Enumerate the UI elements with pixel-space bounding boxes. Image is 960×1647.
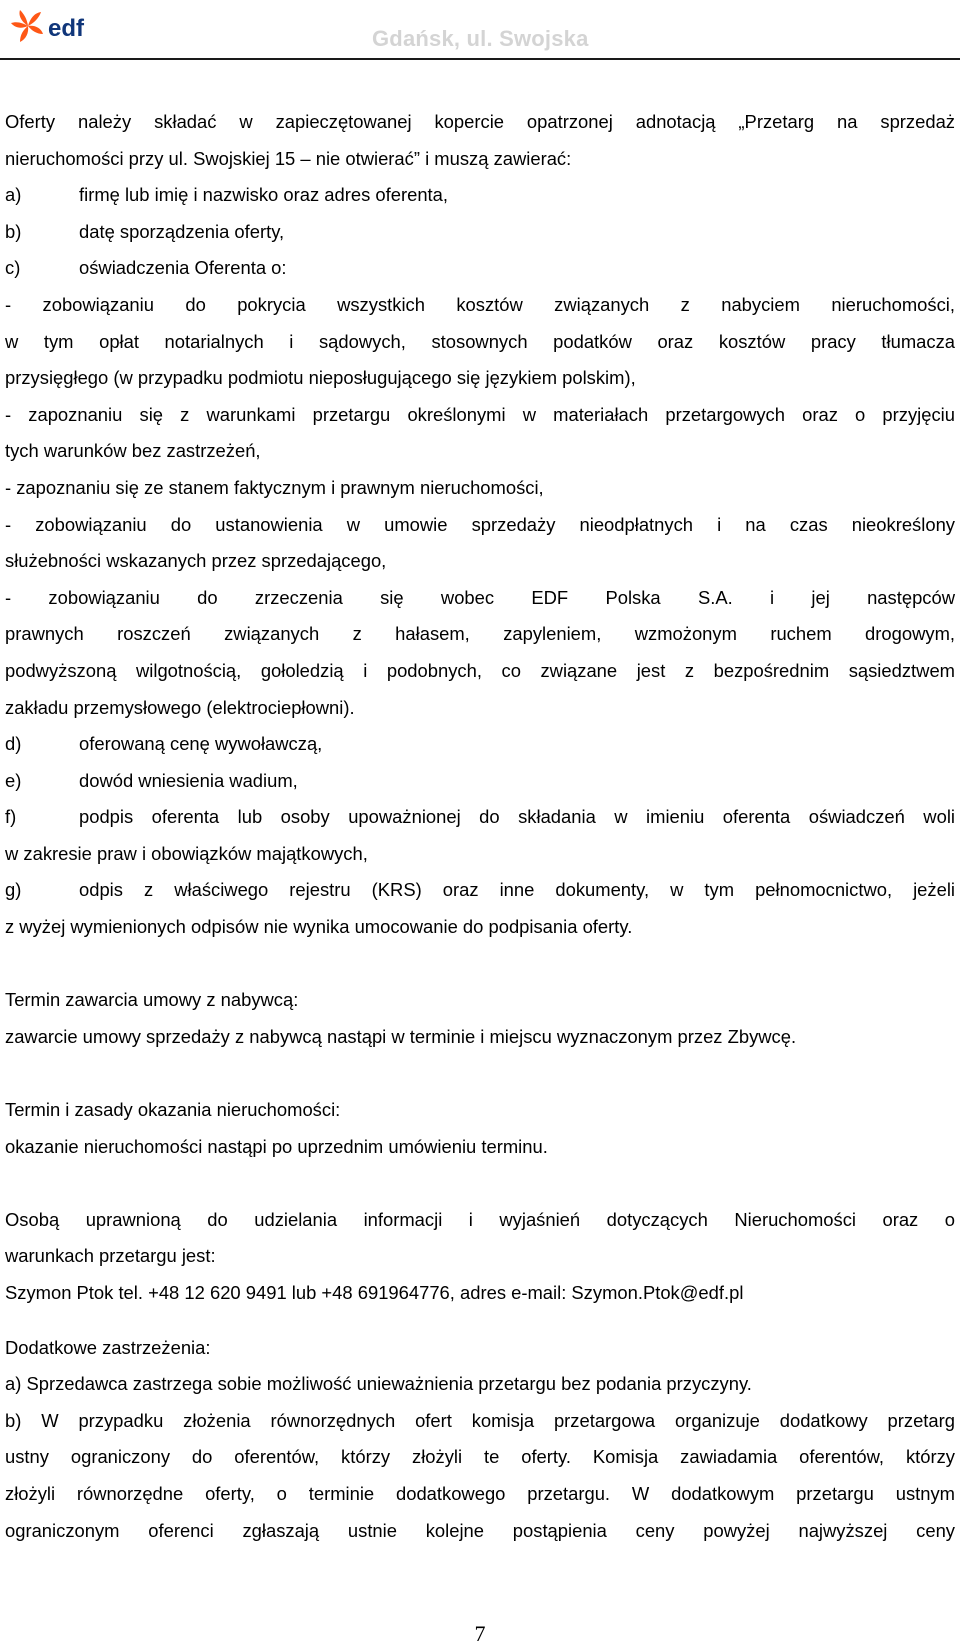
list-text: podpis oferenta lub osoby upoważnionej do składania w imieniu oferenta oświadczeń woli [79,806,955,828]
declaration-5-line-3: podwyższoną wilgotnością, gołoledzią i podobnych, co związane jest z bezpośrednim sąsiedztwem [5,659,955,681]
list-label: d) [5,733,22,755]
reservation-b-line-4: ograniczonym oferenci zgłaszają ustnie kolejne postąpienia ceny powyżej najwyższej ceny [5,1519,955,1541]
declaration-1-line-2: w tym opłat notarialnych i sądowych, stosownych podatków oraz kosztów pracy tłumacza [5,330,955,352]
reservation-b-line-1: b) W przypadku złożenia równorzędnych ofert komisja przetargowa organizuje dodatkowy przetarg [5,1409,955,1431]
declaration-2-line-2: tych warunków bez zastrzeżeń, [5,440,261,462]
declaration-4-line-2: służebności wskazanych przez sprzedającego, [5,550,387,572]
section-spacer [5,1165,955,1202]
contact-line-2: warunkach przetargu jest: [5,1245,216,1267]
list-text: datę sporządzenia oferty, [79,220,285,242]
list-label: g) [5,879,22,901]
contract-heading: Termin zawarcia umowy z nabywcą: [5,989,299,1011]
edf-logo [8,4,108,48]
list-item-b [5,214,955,251]
page-header [0,0,960,62]
svg-text:edf: edf [48,15,84,42]
list-text: oferowaną cenę wywoławczą, [79,733,323,755]
reservation-b-line-3: złożyli równorzędne oferty, o terminie dodatkowego przetargu. W dodatkowym przetargu ustnym [5,1482,955,1504]
declaration-5-line-4: zakładu przemysłowego (elektrociepłowni). [5,696,355,718]
reservation-b-line-2: ustny ograniczony do oferentów, którzy złożyli te oferty. Komisja zawiadamia oferentów, którzy [5,1446,955,1468]
list-text: odpis z właściwego rejestru (KRS) oraz inne dokumenty, w tym pełnomocnictwo, jeżeli [79,879,955,901]
section-spacer [5,946,955,983]
header-title: Gdańsk, ul. Swojska [372,26,589,51]
list-item-g-continuation: z wyżej wymienionych odpisów nie wynika umocowanie do podpisania oferty. [5,916,633,938]
contract-text: zawarcie umowy sprzedaży z nabywcą nastąpi w terminie i miejscu wyznaczonym przez Zbywcę. [5,1025,797,1047]
list-item-c [5,250,955,287]
viewing-text: okazanie nieruchomości nastąpi po uprzednim umówieniu terminu. [5,1135,548,1157]
list-label: a) [5,184,22,206]
declaration-2-line-1: - zapoznaniu się z warunkami przetargu określonymi w materiałach przetargowych oraz o przyjęciu [5,403,955,425]
viewing-heading: Termin i zasady okazania nieruchomości: [5,1099,341,1121]
list-item-f-continuation: w zakresie praw i obowiązków majątkowych, [5,842,368,864]
declaration-5-line-1: - zobowiązaniu do zrzeczenia się wobec EDF Polska S.A. i jej następców [5,586,955,608]
declaration-5-line-2: prawnych roszczeń związanych z hałasem, zapyleniem, wzmożonym ruchem drogowym, [5,623,955,645]
list-text: firmę lub imię i nazwisko oraz adres oferenta, [79,184,448,206]
list-label: b) [5,220,22,242]
edf-sun-icon [8,4,108,48]
list-label: e) [5,769,22,791]
contact-details: Szymon Ptok tel. +48 12 620 9491 lub +48 691964776, adres e-mail: Szymon.Ptok@edf.pl [5,1282,744,1303]
intro-line-2: nieruchomości przy ul. Swojskiej 15 – nie otwierać” i muszą zawierać: [5,147,572,169]
list-item-a [5,177,955,214]
list-item-e [5,763,955,800]
declaration-3-line-1: - zapoznaniu się ze stanem faktycznym i prawnym nieruchomości, [5,476,544,498]
reservations-heading: Dodatkowe zastrzeżenia: [5,1336,211,1358]
list-item-g [5,872,955,909]
document-body [5,104,955,1549]
declaration-1-line-3: przysięgłego (w przypadku podmiotu nieposługującego się językiem polskim), [5,367,636,389]
contact-line-1: Osobą uprawnioną do udzielania informacji i wyjaśnień dotyczących Nieruchomości oraz o [5,1208,955,1230]
section-spacer [5,1055,955,1092]
section-spacer [5,1312,955,1330]
list-label: f) [5,806,17,828]
intro-line-1: Oferty należy składać w zapieczętowanej kopercie opatrzonej adnotacją „Przetarg na sprzedaż [5,111,955,132]
declaration-1-line-1: - zobowiązaniu do pokrycia wszystkich kosztów związanych z nabyciem nieruchomości, [5,293,955,315]
list-item-d [5,726,955,763]
declaration-4-line-1: - zobowiązaniu do ustanowienia w umowie sprzedaży nieodpłatnych i na czas nieokreślony [5,513,955,535]
list-text: dowód wniesienia wadium, [79,769,298,791]
page-number: 7 [474,1621,486,1646]
list-label: c) [5,257,21,279]
reservation-a: a) Sprzedawca zastrzega sobie możliwość unieważnienia przetargu bez podania przyczyny. [5,1373,752,1395]
list-item-f [5,799,955,836]
list-text: oświadczenia Oferenta o: [79,257,287,279]
header-divider [0,58,960,60]
